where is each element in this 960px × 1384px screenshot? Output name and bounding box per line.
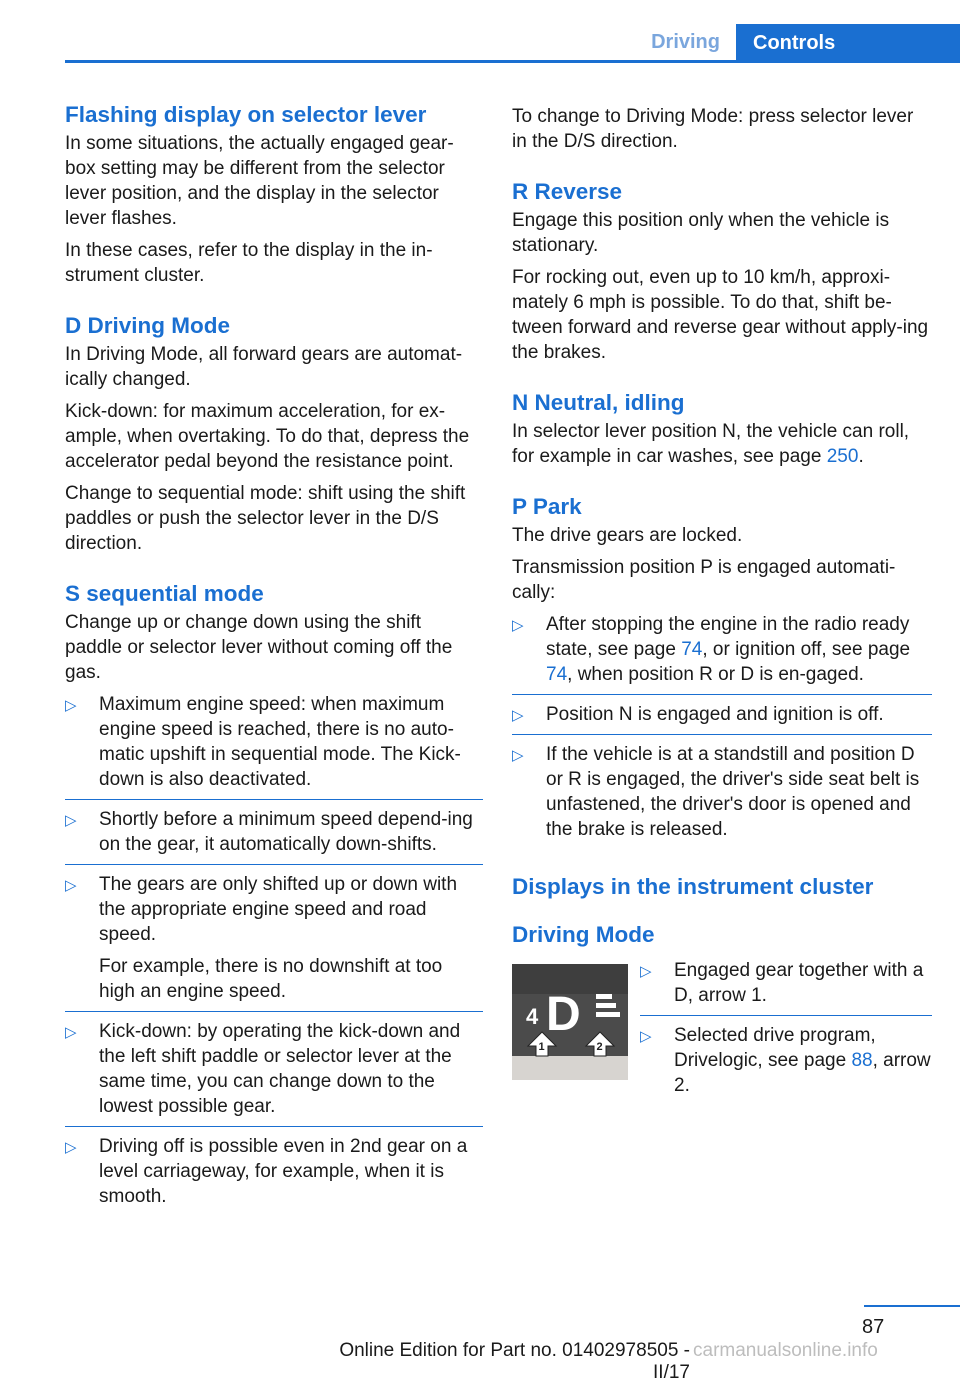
park-conditions-list	[512, 612, 932, 849]
arrow-2-label: 2	[596, 1041, 603, 1053]
list-item	[512, 734, 932, 849]
list-item-text: The gears are only shifted up or down with the appropriate engine speed and road speed.	[99, 874, 458, 945]
sequential-mode-list	[65, 692, 483, 1216]
triangle-right-icon: ▷	[640, 963, 652, 980]
header-rule	[65, 60, 960, 63]
triangle-right-icon: ▷	[65, 1024, 77, 1041]
list-item	[65, 864, 483, 1011]
watermark: carmanualsonline.info	[693, 1340, 878, 1361]
triangle-right-icon: ▷	[65, 812, 77, 829]
paragraph: To change to Driving Mode: press selector lever in the D/S direction.	[512, 106, 914, 152]
list-item	[65, 799, 483, 864]
page-link-88[interactable]: 88	[851, 1050, 873, 1071]
page-link-74[interactable]: 74	[546, 664, 568, 685]
page-number: 87	[862, 1316, 885, 1338]
list-item-text: After stopping the engine in the radio ready state, see page	[546, 614, 910, 660]
heading-driving-mode-display: Driving Mode	[512, 922, 655, 947]
paragraph: The drive gears are locked.	[512, 525, 743, 546]
page-link-74[interactable]: 74	[681, 639, 703, 660]
heading-sequential-mode: S sequential mode	[65, 581, 264, 606]
paragraph: Transmission position P is engaged automati-cally:	[512, 557, 896, 603]
triangle-right-icon: ▷	[512, 707, 524, 724]
list-item-text: Shortly before a minimum speed depend-ing on the gear, it automatically down-shifts.	[99, 809, 473, 855]
list-item	[512, 694, 932, 734]
driving-mode-figure	[512, 958, 932, 1098]
paragraph: Change up or change down using the shift paddle or selector lever without coming off the gas.	[65, 612, 453, 683]
footer-rule	[864, 1305, 960, 1307]
triangle-right-icon: ▷	[65, 1139, 77, 1156]
edition-note: Online Edition for Part no. 01402978505 - II/17	[339, 1340, 690, 1383]
heading-displays-instrument-cluster: Displays in the instrument cluster	[512, 874, 874, 899]
list-item-text: Kick-down: by operating the kick-down and the left shift paddle or selector lever at the same time, you can change down to the lowest possible gear.	[99, 1021, 461, 1117]
list-item-note: For example, there is no downshift at too high an engine speed.	[99, 956, 443, 1002]
paragraph	[512, 419, 932, 469]
heading-reverse: R Reverse	[512, 179, 623, 204]
triangle-right-icon: ▷	[65, 877, 77, 894]
figure-caption-list-wrapper	[640, 958, 932, 1105]
section-tab-driving: Driving	[651, 31, 720, 53]
arrow-1-label: 1	[538, 1041, 545, 1053]
triangle-right-icon: ▷	[65, 697, 77, 714]
page-link-250[interactable]: 250	[826, 446, 859, 467]
instrument-cluster-image	[512, 964, 628, 1080]
list-item-text: , arrow 2.	[674, 1050, 931, 1096]
paragraph-text: .	[858, 446, 864, 467]
list-item-text: , when position R or D is en-gaged.	[567, 664, 864, 685]
list-item	[65, 692, 483, 799]
list-item	[640, 1015, 932, 1105]
paragraph: In some situations, the actually engaged gear-box setting may be different from the selector lever position, and the display in the selector lever flashes.	[65, 133, 454, 229]
paragraph-text: In selector lever position N, the vehicle can roll, for example in car washes, see page	[512, 421, 910, 467]
paragraph: Change to sequential mode: shift using the shift paddles or push the selector lever in the D/S direction.	[65, 483, 466, 554]
page-header	[0, 0, 960, 64]
list-item-text: , or ignition off, see page	[702, 639, 911, 660]
left-column	[65, 98, 483, 1216]
triangle-right-icon: ▷	[512, 747, 524, 764]
list-item-text: Selected drive program, Drivelogic, see page	[674, 1025, 876, 1071]
paragraph: For rocking out, even up to 10 km/h, approxi-mately 6 mph is possible. To do that, shift be-tween forward and reverse gear without apply-ing the brakes.	[512, 267, 929, 363]
gear-display-graphic	[512, 964, 628, 1080]
list-item	[640, 958, 932, 1015]
list-item-text: Driving off is possible even in 2nd gear on a level carriageway, for example, when it is smooth.	[99, 1136, 468, 1207]
heading-park: P Park	[512, 494, 582, 519]
triangle-right-icon: ▷	[512, 617, 524, 634]
list-item-text: Position N is engaged and ignition is off.	[546, 704, 884, 725]
paragraph: In these cases, refer to the display in the in-strument cluster.	[65, 240, 433, 286]
triangle-right-icon: ▷	[640, 1028, 652, 1045]
paragraph: Engage this position only when the vehicle is stationary.	[512, 210, 890, 256]
figure-caption-list	[640, 958, 932, 1105]
paragraph: Kick-down: for maximum acceleration, for ex-ample, when overtaking. To do that, depress the accelerator pedal beyond the resistance point.	[65, 401, 470, 472]
section-tab-controls: Controls	[736, 24, 960, 62]
right-column	[512, 98, 932, 1098]
list-item-text: Engaged gear together with a D, arrow 1.	[674, 960, 924, 1006]
heading-driving-mode: D Driving Mode	[65, 313, 231, 338]
gear-number-label: 4	[526, 1004, 539, 1029]
heading-flashing-display: Flashing display on selector lever	[65, 102, 427, 127]
list-item	[512, 612, 932, 694]
heading-neutral: N Neutral, idling	[512, 390, 685, 415]
gear-letter-label: D	[546, 988, 581, 1041]
list-item	[65, 1126, 483, 1216]
list-item-text: Maximum engine speed: when maximum engine speed is reached, there is no auto-matic upshift in sequential mode. The Kick-down is also deactivated.	[99, 694, 461, 790]
paragraph: In Driving Mode, all forward gears are automat-ically changed.	[65, 344, 463, 390]
list-item-text: If the vehicle is at a standstill and position D or R is engaged, the driver's side seat belt is unfastened, the driver's door is opened and the brake is released.	[546, 744, 920, 840]
list-item	[65, 1011, 483, 1126]
